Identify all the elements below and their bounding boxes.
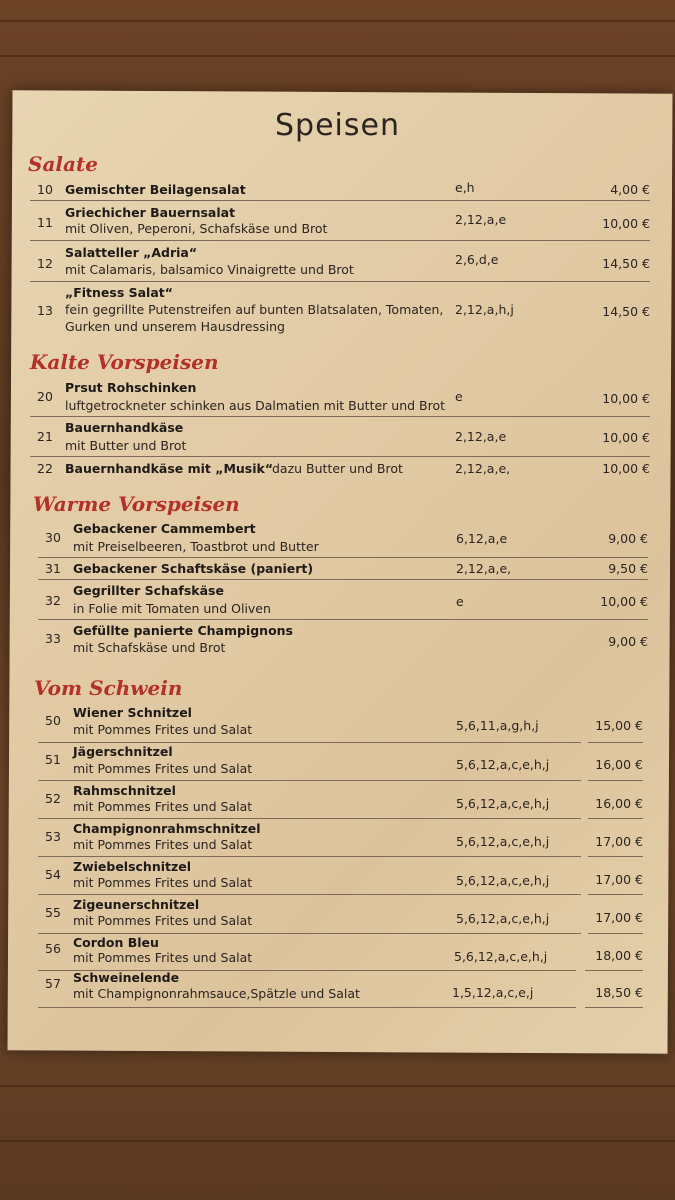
item-price: 9,00 €: [608, 531, 648, 546]
wood-grain: [0, 55, 675, 57]
item-description: dazu Butter und Brot: [272, 461, 403, 476]
item-number: 22: [37, 461, 53, 476]
item-price: 4,00 €: [610, 182, 650, 197]
divider: [588, 933, 643, 934]
item-name: Prsut Rohschinken: [65, 380, 197, 395]
item-price: 17,00 €: [595, 910, 643, 925]
item-name: Gebackener Cammembert: [73, 521, 256, 536]
item-price: 9,00 €: [608, 634, 648, 649]
item-description: mit Preiselbeeren, Toastbrot und Butter: [73, 539, 319, 554]
item-number: 10: [37, 182, 53, 197]
item-price: 10,00 €: [602, 461, 650, 476]
item-description: mit Pommes Frites und Salat: [73, 875, 253, 890]
divider: [585, 970, 643, 971]
item-description: mit Pommes Frites und Salat: [73, 837, 253, 852]
item-price: 14,50 €: [602, 256, 650, 271]
item-price: 18,00 €: [595, 948, 643, 963]
divider: [38, 780, 581, 781]
item-description: mit Pommes Frites und Salat: [73, 950, 253, 965]
item-number: 31: [45, 561, 61, 576]
divider: [30, 416, 650, 417]
divider: [585, 1007, 643, 1008]
divider: [588, 742, 643, 743]
item-number: 11: [37, 215, 53, 230]
item-number: 54: [45, 867, 61, 882]
item-number: 13: [37, 303, 53, 318]
item-name: Gefüllte panierte Champignons: [73, 623, 294, 638]
divider: [30, 456, 650, 457]
divider: [588, 894, 643, 895]
item-codes: 5,6,12,a,c,e,h,j: [456, 796, 550, 811]
item-number: 20: [37, 389, 53, 404]
item-name: Zwiebelschnitzel: [73, 859, 192, 874]
item-price: 16,00 €: [595, 757, 643, 772]
item-name: Zigeunerschnitzel: [73, 897, 200, 912]
item-codes: e,h: [455, 180, 475, 195]
divider: [38, 579, 648, 580]
item-name: Griechicher Bauernsalat: [65, 205, 236, 220]
item-price: 17,00 €: [595, 872, 643, 887]
divider: [38, 856, 581, 857]
item-price: 15,00 €: [595, 718, 643, 733]
item-price: 10,00 €: [602, 216, 650, 231]
item-description: mit Schafskäse und Brot: [73, 640, 226, 655]
item-name: Rahmschnitzel: [73, 783, 176, 798]
item-codes: e: [455, 389, 463, 404]
item-name: Gegrillter Schafskäse: [73, 583, 224, 598]
divider: [38, 742, 581, 743]
item-price: 14,50 €: [602, 304, 650, 319]
item-description-line2: Gurken und unserem Hausdressing: [65, 319, 285, 334]
item-name: Bauernhandkäse mit „Musik“: [65, 461, 274, 476]
item-description: luftgetrockneter schinken aus Dalmatien mit Butter und Brot: [65, 398, 446, 413]
item-price: 16,00 €: [595, 796, 643, 811]
item-codes: 5,6,12,a,c,e,h,j: [456, 911, 550, 926]
divider: [38, 933, 581, 934]
item-price: 10,00 €: [602, 430, 650, 445]
item-codes: e: [456, 594, 464, 609]
item-codes: 2,12,a,e,: [455, 461, 511, 476]
item-number: 53: [45, 829, 61, 844]
divider: [30, 281, 650, 282]
item-codes: 5,6,11,a,g,h,j: [456, 718, 539, 733]
item-price: 10,00 €: [602, 391, 650, 406]
item-name: Wiener Schnitzel: [73, 705, 192, 720]
item-description: in Folie mit Tomaten und Oliven: [73, 601, 271, 616]
item-number: 55: [45, 905, 61, 920]
item-number: 50: [45, 713, 61, 728]
item-description: mit Champignonrahmsauce,Spätzle und Salat: [73, 986, 360, 1001]
section-heading-warme-vorspeisen: Warme Vorspeisen: [33, 492, 240, 516]
item-description: mit Pommes Frites und Salat: [73, 761, 253, 776]
item-description: mit Calamaris, balsamico Vinaigrette und Brot: [65, 262, 354, 277]
item-number: 21: [37, 429, 53, 444]
item-name: Salatteller „Adria“: [65, 245, 198, 260]
item-price: 17,00 €: [595, 834, 643, 849]
item-number: 57: [45, 976, 61, 991]
divider: [588, 856, 643, 857]
page-title: Speisen: [275, 108, 400, 143]
divider: [30, 200, 650, 201]
item-price: 10,00 €: [600, 594, 648, 609]
divider: [38, 818, 581, 819]
divider: [588, 818, 643, 819]
item-description: mit Pommes Frites und Salat: [73, 722, 253, 737]
item-name: Bauernhandkäse: [65, 420, 184, 435]
wood-grain: [0, 1085, 675, 1087]
item-name: Gebackener Schaftskäse (paniert): [73, 561, 314, 576]
item-codes: 6,12,a,e: [456, 531, 508, 546]
wood-grain: [0, 20, 675, 22]
item-name: Cordon Bleu: [73, 935, 159, 950]
item-codes: 5,6,12,a,c,e,h,j: [456, 873, 550, 888]
item-description: mit Oliven, Peperoni, Schafskäse und Brot: [65, 221, 328, 236]
item-name: „Fitness Salat“: [65, 285, 173, 300]
item-name: Jägerschnitzel: [73, 744, 173, 759]
divider: [38, 894, 581, 895]
divider: [30, 240, 650, 241]
item-description: mit Butter und Brot: [65, 438, 187, 453]
item-name: Gemischter Beilagensalat: [65, 182, 246, 197]
item-description: mit Pommes Frites und Salat: [73, 913, 253, 928]
item-price: 18,50 €: [595, 985, 643, 1000]
item-number: 12: [37, 256, 53, 271]
divider: [38, 557, 648, 558]
item-number: 51: [45, 752, 61, 767]
item-description: fein gegrillte Putenstreifen auf bunten Blatsalaten, Tomaten,: [65, 302, 444, 317]
wood-grain: [0, 1140, 675, 1142]
item-codes: 5,6,12,a,c,e,h,j: [456, 757, 550, 772]
item-description: mit Pommes Frites und Salat: [73, 799, 253, 814]
item-codes: 5,6,12,a,c,e,h,j: [454, 949, 548, 964]
item-number: 33: [45, 631, 61, 646]
item-codes: 2,12,a,h,j: [455, 302, 514, 317]
section-heading-salate: Salate: [28, 152, 98, 176]
item-codes: 2,12,a,e,: [456, 561, 512, 576]
item-codes: 2,12,a,e: [455, 212, 507, 227]
item-number: 32: [45, 593, 61, 608]
item-codes: 5,6,12,a,c,e,h,j: [456, 834, 550, 849]
item-name: Schweinelende: [73, 970, 180, 985]
item-codes: 1,5,12,a,c,e,j: [452, 985, 534, 1000]
item-codes: 2,6,d,e: [455, 252, 499, 267]
item-number: 52: [45, 791, 61, 806]
item-name: Champignonrahmschnitzel: [73, 821, 261, 836]
divider: [38, 1007, 576, 1008]
section-heading-vom-schwein: Vom Schwein: [34, 676, 183, 700]
divider: [38, 619, 648, 620]
item-codes: 2,12,a,e: [455, 429, 507, 444]
item-number: 30: [45, 530, 61, 545]
section-heading-kalte-vorspeisen: Kalte Vorspeisen: [30, 350, 219, 374]
item-number: 56: [45, 941, 61, 956]
divider: [588, 780, 643, 781]
item-price: 9,50 €: [608, 561, 648, 576]
